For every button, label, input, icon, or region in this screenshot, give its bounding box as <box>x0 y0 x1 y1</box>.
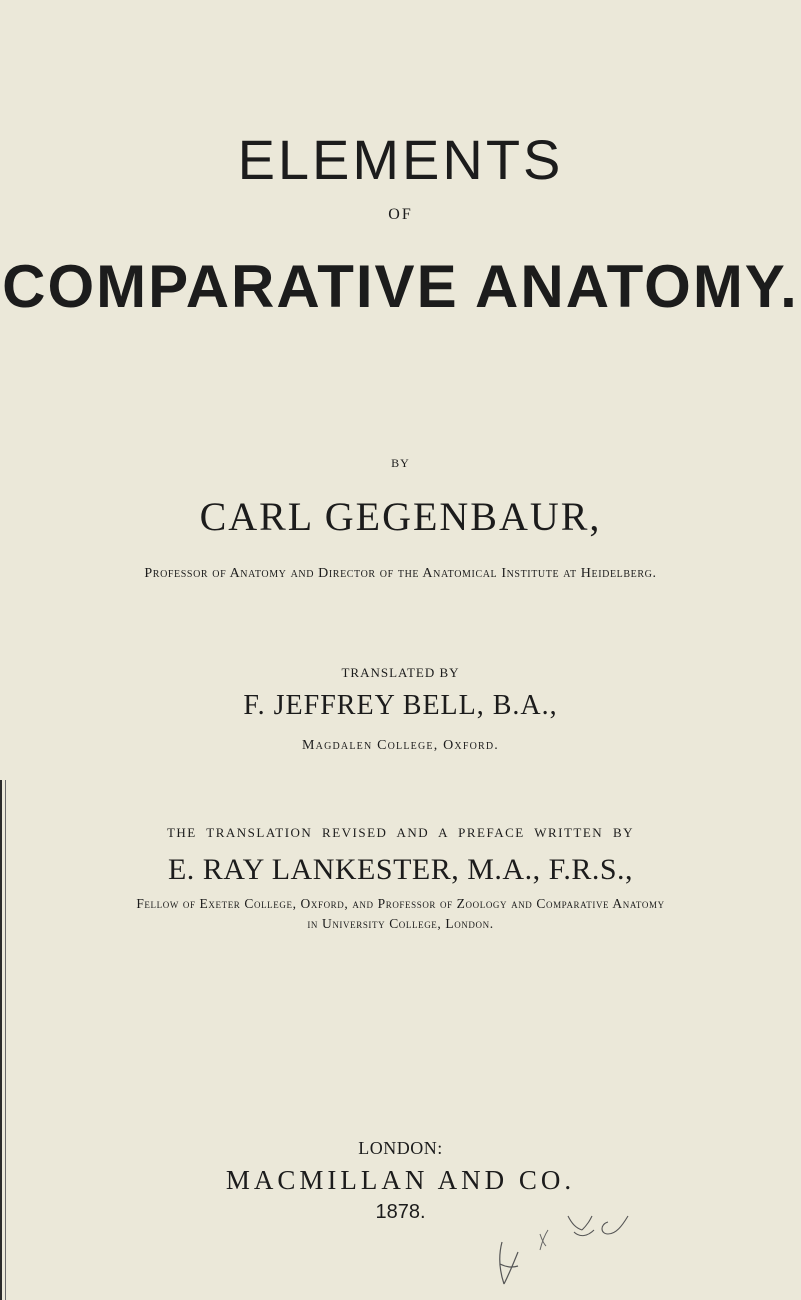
book-title-line2: OF <box>388 206 413 223</box>
translator-affiliation: Magdalen College, Oxford. <box>302 738 499 753</box>
revised-by-label: THE TRANSLATION REVISED AND A PREFACE WRITTEN BY <box>166 825 635 840</box>
publisher-name: MACMILLAN AND CO. <box>225 1165 576 1195</box>
book-title-main: COMPARATIVE ANATOMY. <box>2 253 799 320</box>
book-title-line1: ELEMENTS <box>237 128 564 191</box>
reviser-affiliation-line1: Fellow of Exeter College, Oxford, and Professor of Zoology and Comparative Anatomy <box>136 896 665 911</box>
translator-name: F. JEFFREY BELL, B.A., <box>243 690 558 721</box>
reviser-affiliation-line2: in University College, London. <box>307 916 494 931</box>
publisher-place: LONDON: <box>358 1138 443 1158</box>
handwritten-pencil-marks <box>490 1212 640 1292</box>
translated-by-label: TRANSLATED BY <box>341 665 460 680</box>
by-label: BY <box>391 456 410 470</box>
publication-year: 1878. <box>375 1201 426 1223</box>
reviser-name: E. RAY LANKESTER, M.A., F.R.S., <box>167 853 634 886</box>
author-affiliation: Professor of Anatomy and Director of the Anatomical Institute at Heidelberg. <box>144 566 657 581</box>
author-name: CARL GEGENBAUR, <box>199 494 602 539</box>
